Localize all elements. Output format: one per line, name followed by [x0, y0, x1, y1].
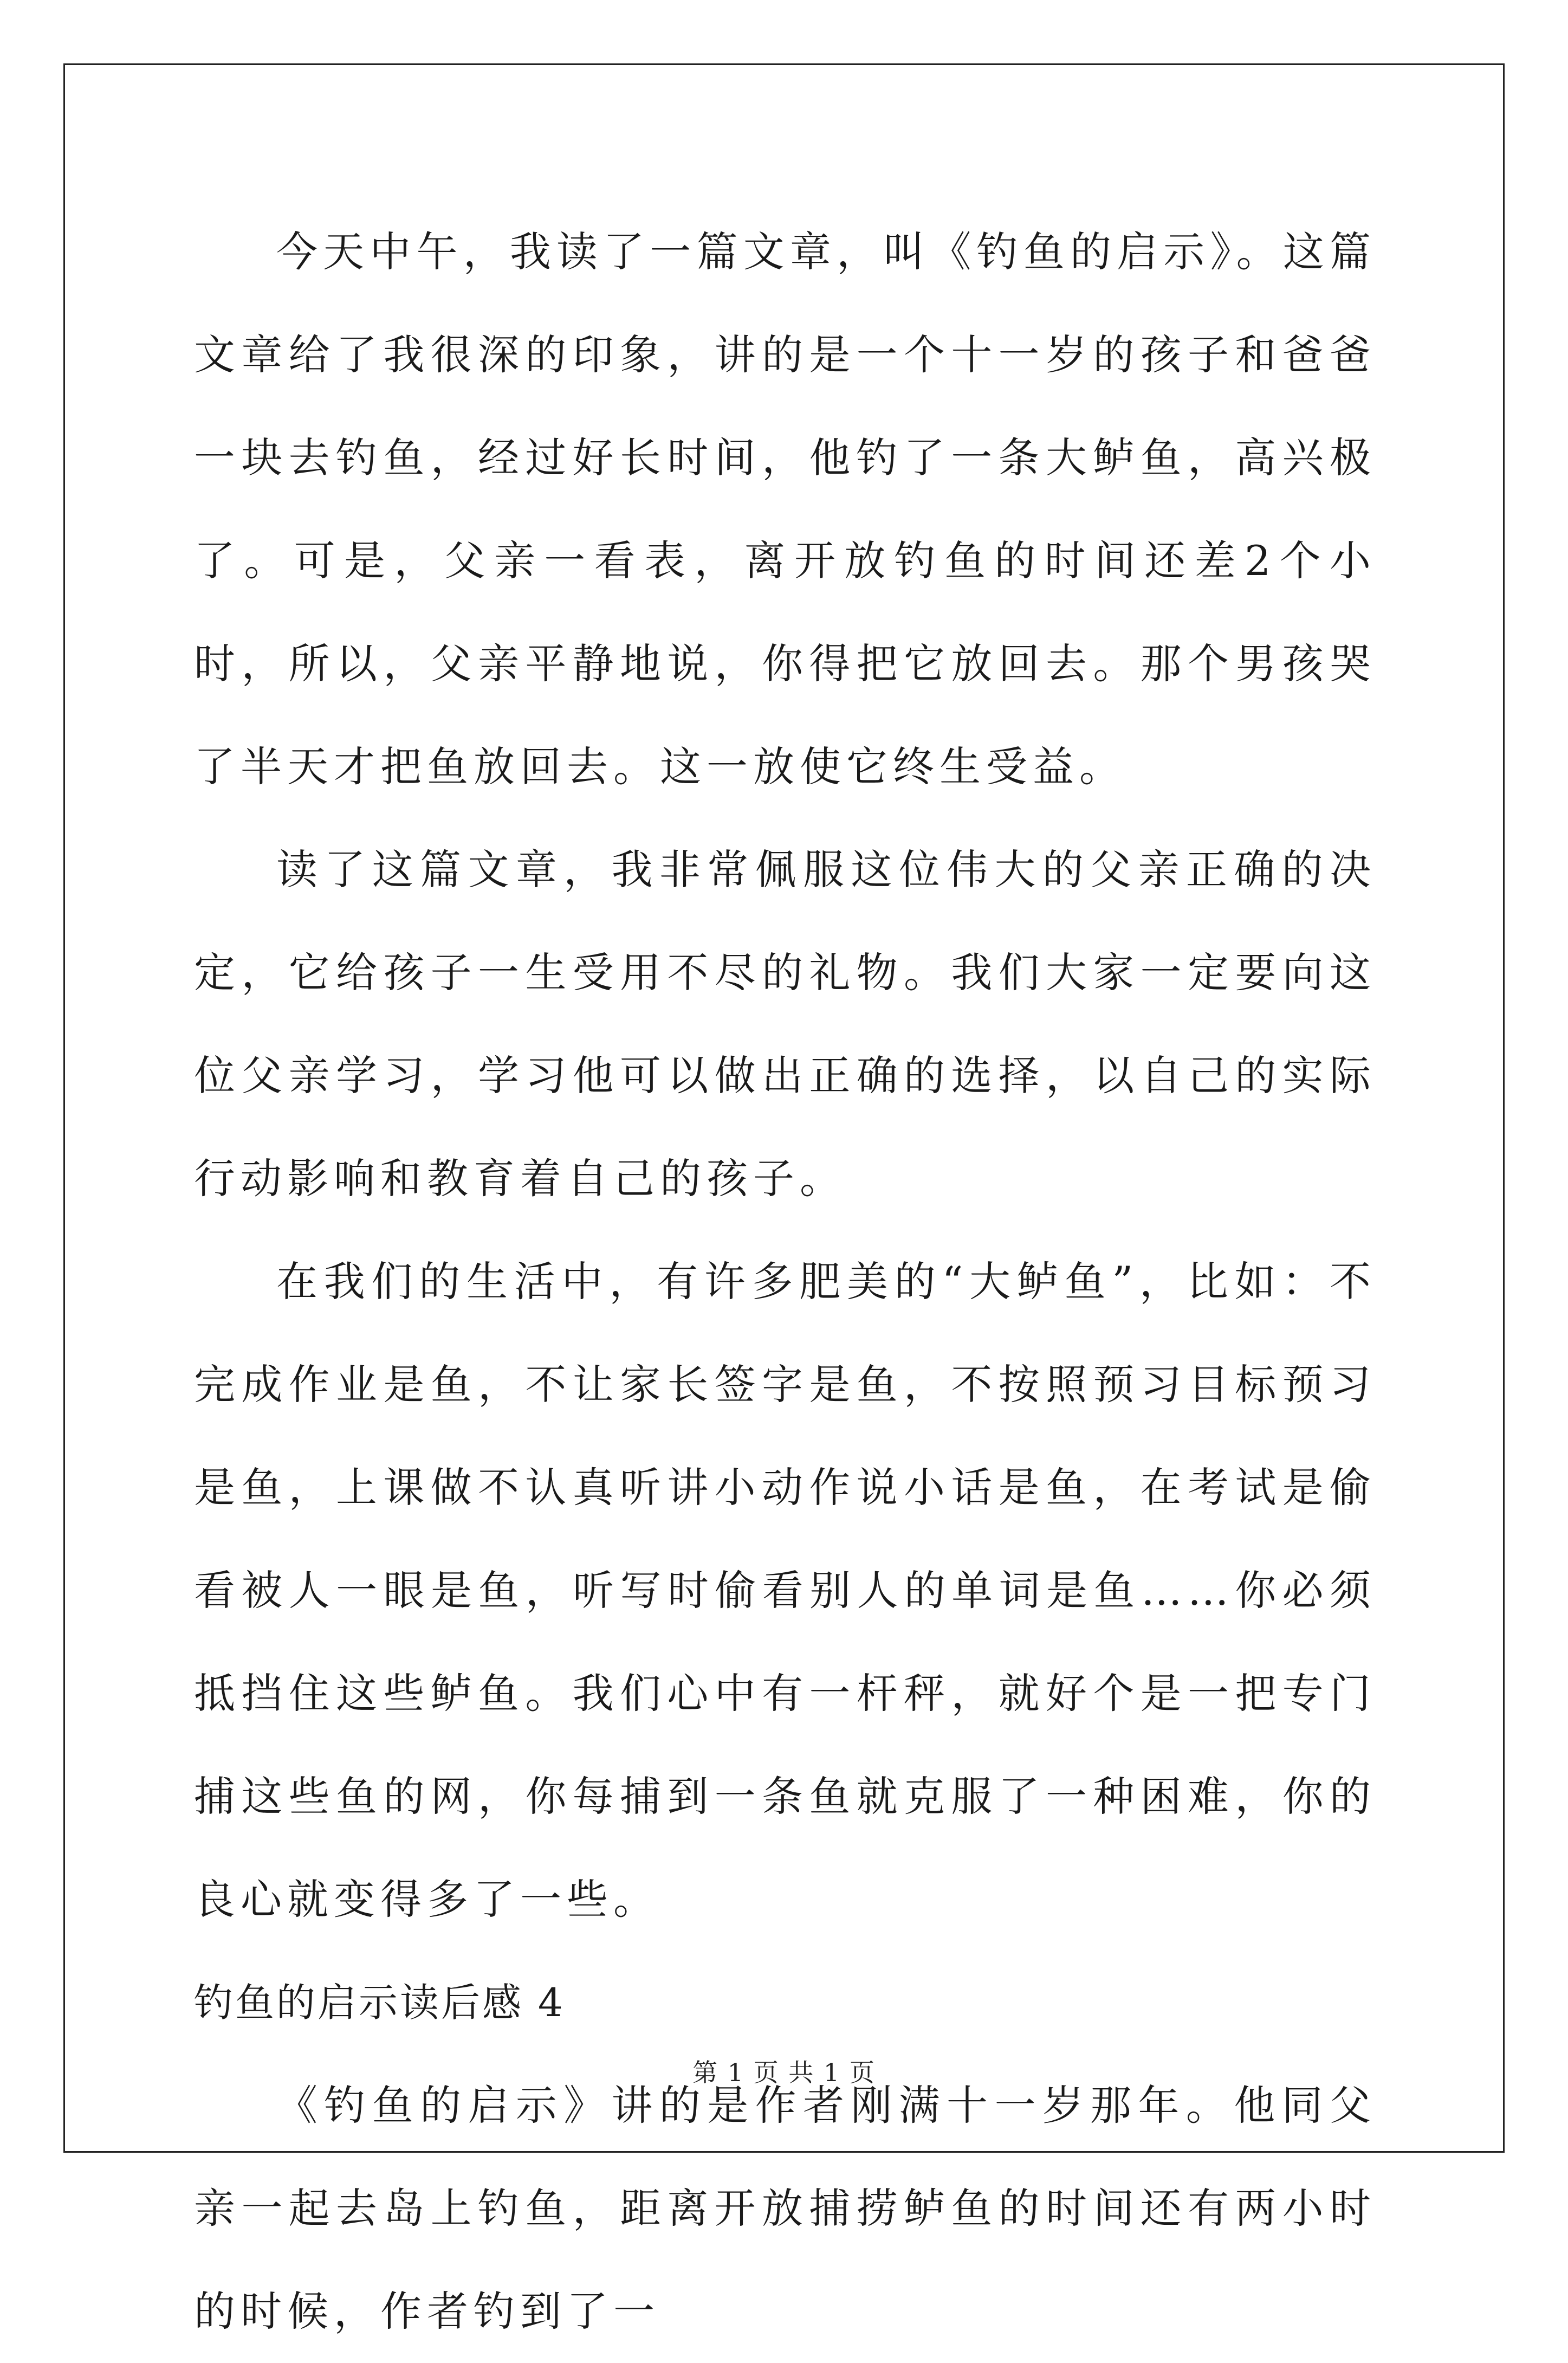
section-heading: 钓鱼的启示读后感 4: [194, 1980, 565, 2025]
paragraph-3: 在我们的生活中，有许多肥美的“大鲈鱼”，比如：不完成作业是鱼，不让家长签字是鱼，不按照预习目标预习是鱼，上课做不认真听讲小动作说小话是鱼，在考试是偷看被人一眼是鱼，听写时偷看别人的单词是鱼……你必须抵挡住这些鲈鱼。我们心中有一杆秤，就好个是一把专门捕这些鱼的网，你每捕到一条鱼就克服了一种困难，你的良心就变得多了一些。: [194, 1257, 1376, 1923]
page-footer: 第 1 页 共 1 页: [692, 2058, 876, 2087]
paragraph-2: 读了这篇文章，我非常佩服这位伟大的父亲正确的决定，它给孩子一生受用不尽的礼物。我们大家一定要向这位父亲学习，学习他可以做出正确的选择，以自己的实际行动影响和教育着自己的孩子。: [194, 845, 1376, 1203]
document-body: [194, 201, 1376, 2363]
paragraph-1: 今天中午，我读了一篇文章，叫《钓鱼的启示》。这篇文章给了我很深的印象，讲的是一个十一岁的孩子和爸爸一块去钓鱼，经过好长时间，他钓了一条大鲈鱼，高兴极了。可是，父亲一看表，离开放钓鱼的时间还差2个小时，所以，父亲平静地说，你得把它放回去。那个男孩哭了半天才把鱼放回去。这一放使它终生受益。: [194, 228, 1376, 791]
section-paragraph: 《钓鱼的启示》讲的是作者刚满十一岁那年。他同父亲一起去岛上钓鱼，距离开放捕捞鲈鱼的时间还有两小时的时候，作者钓到了一: [194, 2081, 1376, 2335]
